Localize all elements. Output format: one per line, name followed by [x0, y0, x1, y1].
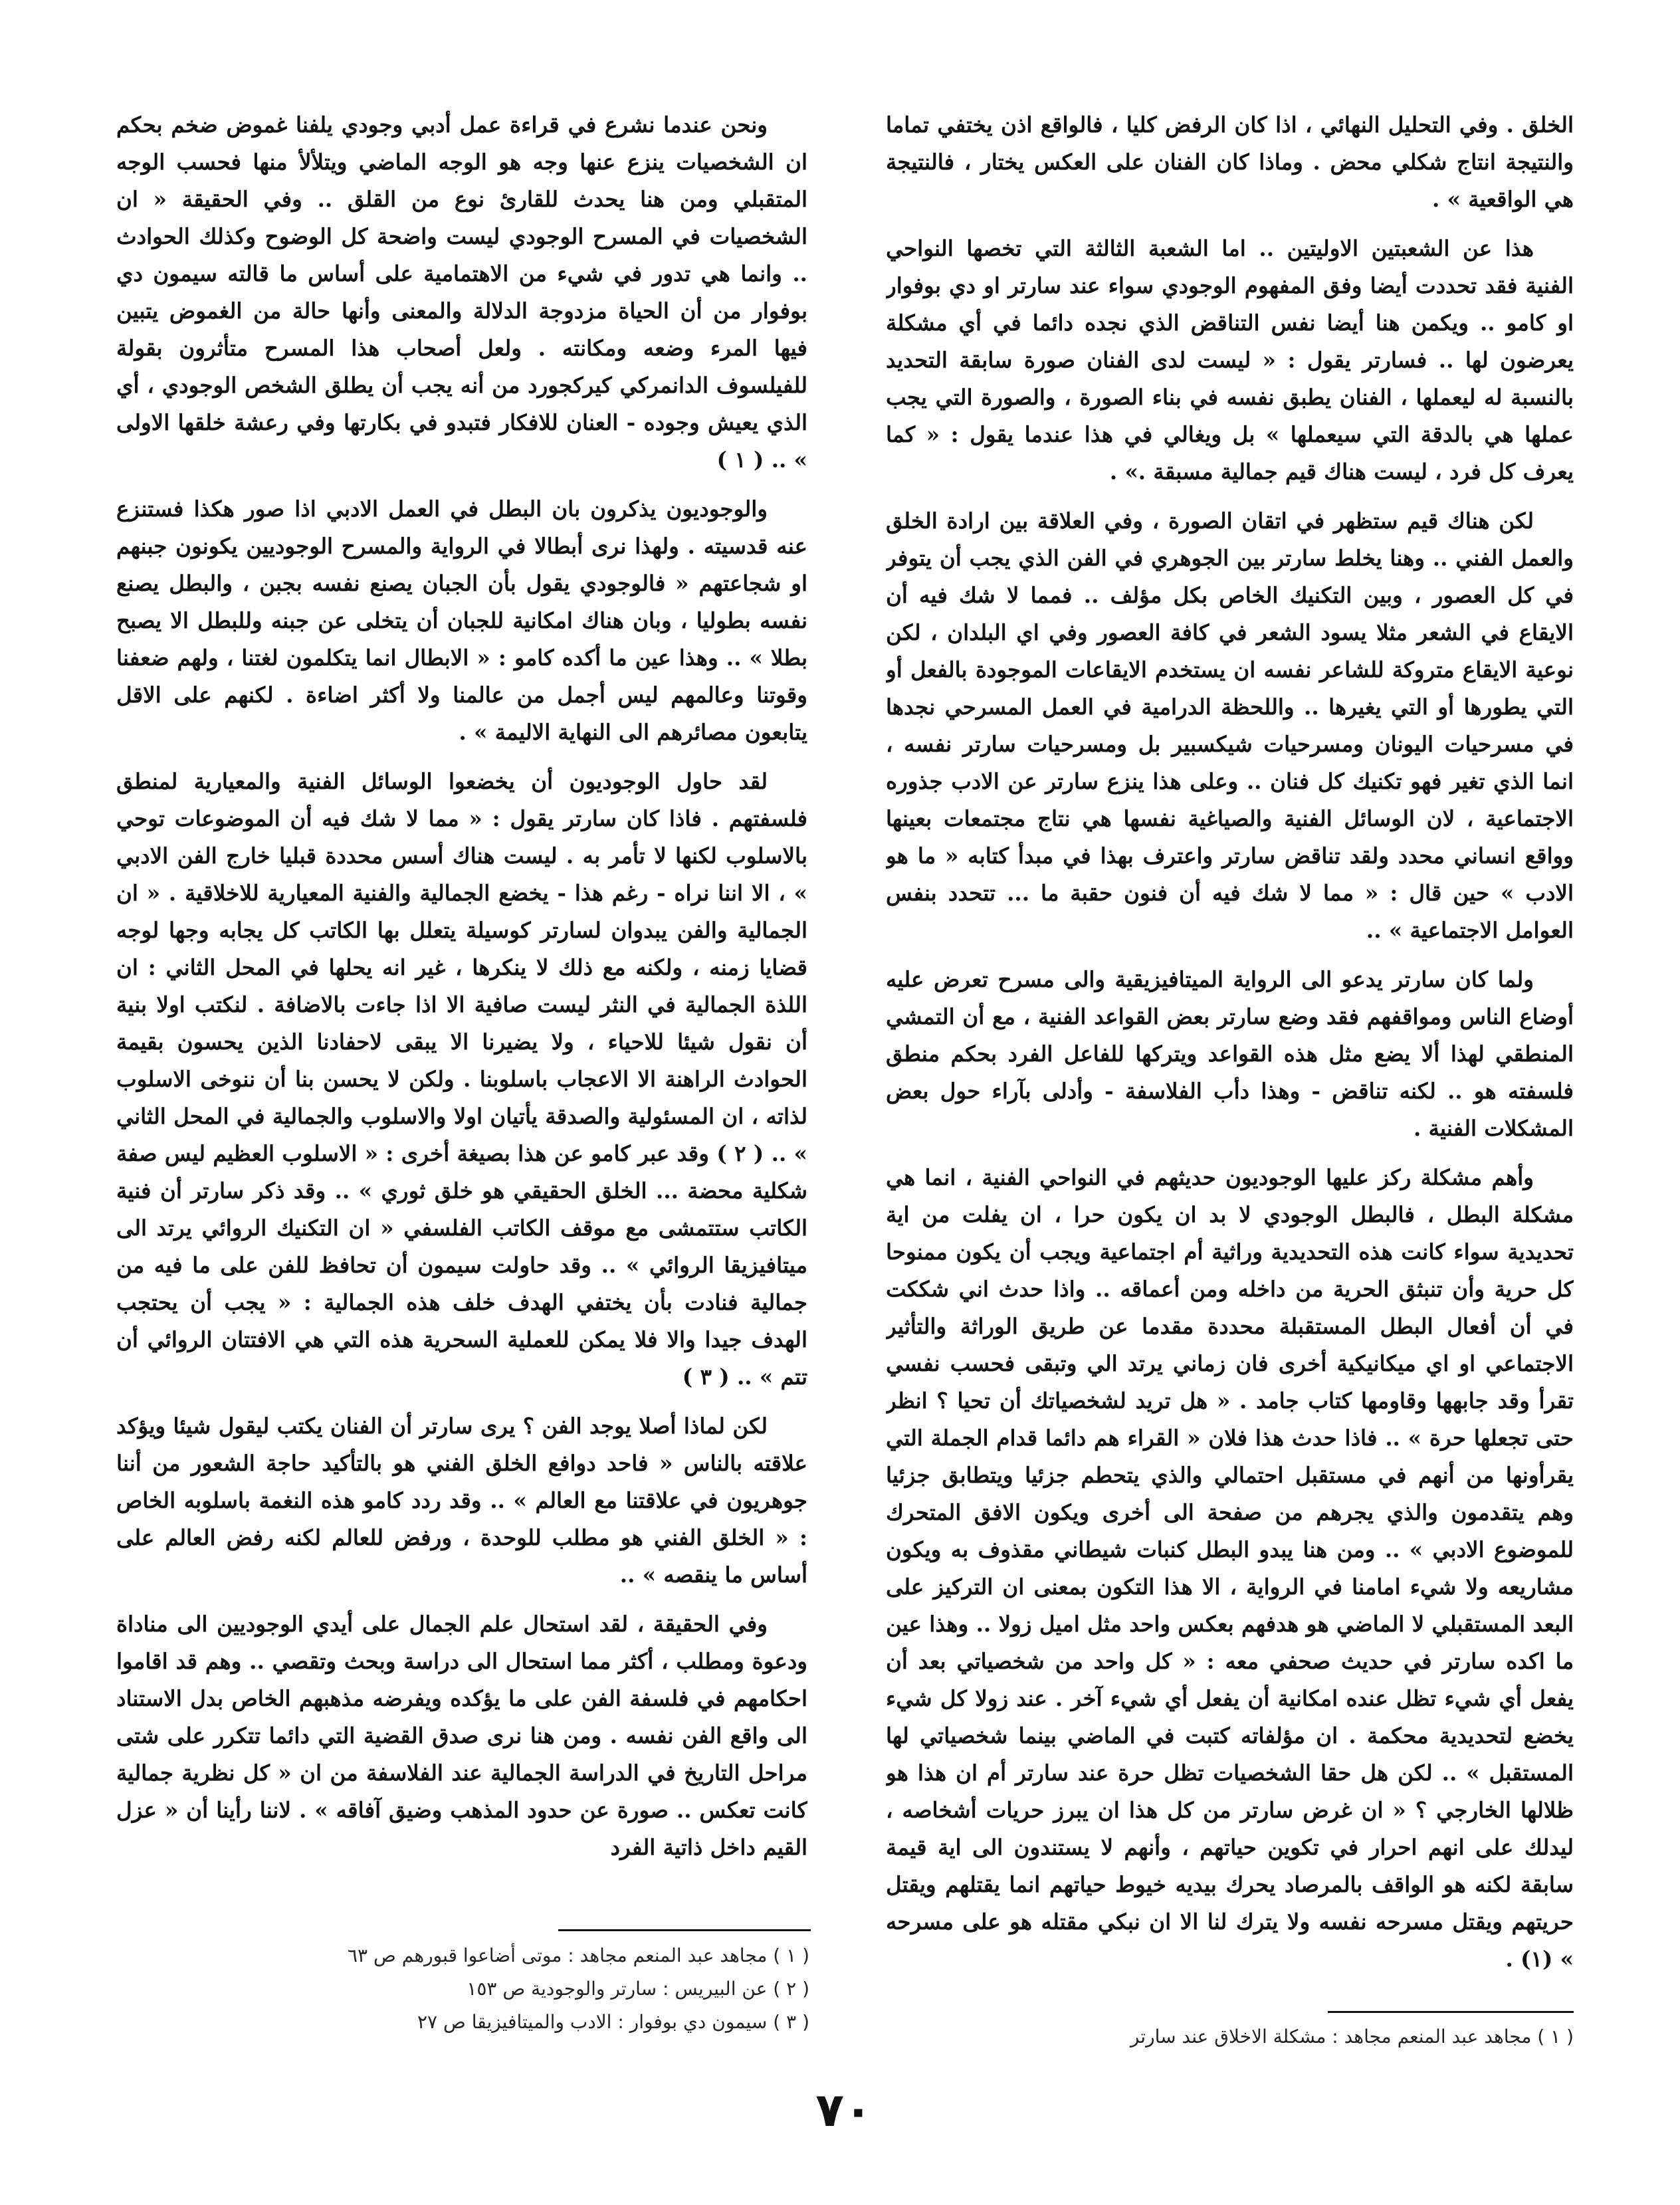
paragraph: والوجوديون يذكرون بان البطل في العمل الادبي اذا صور هكذا فستنزع عنه قدسيته . ولهذا نرى أبطالا في الرواية والمسرح الوجوديين يكونون جبنهم او شجاعتهم « فالوجودي يقول بأن الجبان يصنع نفسه بجبن ، والبطل يصنع نفسه بطوليا ، وبان هناك امكانية للجبان أن يتخلى عن جبنه وللبطل الا يصبح بطلا » .. وهذا عين ما أكده كامو : « الابطال انما يتكلمون لغتنا ، ولهم ضعفنا وقوتنا وعالمهم ليس أجمل من عالمنا ولا أكثر اضاءة . لكنهم على الاقل يتابعون مصائرهم الى النهاية الاليمة » .	[116, 496, 807, 745]
footnote: ( ١ ) مجاهد عبد المنعم مجاهد : موتى أضاعوا قبورهم ص ٦٣	[348, 1944, 809, 1966]
paragraph: لقد حاول الوجوديون أن يخضعوا الوسائل الفنية والمعيارية لمنطق فلسفتهم . فاذا كان سارتر يقول : « مما لا شك فيه أن الموضوعات توحي بالاسلوب لكنها لا تأمر به . ليست هناك أسس محددة قبليا خارج الفن الادبي » ، الا اننا نراه - رغم هذا - يخضع الجمالية والفنية المعيارية للاخلاقية . « ان الجمالية والفن يبدوان لسارتر كوسيلة يتعلل بها الكاتب كل يجابه وجها لوجه قضايا زمنه ، ولكنه مع ذلك لا ينكرها ، غير انه يحلها في المحل الثاني : ان اللذة الجمالية في النثر ليست صافية الا اذا جاءت بالاضافة . لنكتب اولا بنية أن نقول شيئا للاحياء ، ولا يضيرنا الا يبقى لاحفادنا الذين يحسون بقيمة الحوادث الراهنة الا الاعجاب باسلوبنا . ولكن لا يحسن بنا أن ننوخى الاسلوب لذاته ، ان المسئولية والصدقة يأتيان اولا والاسلوب والجمالية في المحل الثاني » .. ( ٢ ) وقد عبر كامو عن هذا بصيغة أخرى : « الاسلوب العظيم ليس صفة شكلية محضة ... الخلق الحقيقي هو خلق ثوري » .. وقد ذكر سارتر أن فنية الكاتب ستتمشى مع موقف الكاتب الفلسفي « ان التكنيك الروائي يرتد الى ميتافيزيقا الروائي » .. وقد حاولت سيمون أن تحافظ للفن على ما فيه من جمالية فنادت بأن يختفي الهدف خلف هذه الجمالية : « يجب أن يحتجب الهدف جيدا والا فلا يمكن للعملية السحرية هذه التي هي الافتتان الروائي أن تتم » .. ( ٣ )	[116, 768, 807, 1390]
footnote: ( ٣ ) سيمون دي بوفوار : الادب والميتافيزيقا ص ٢٧	[417, 2011, 809, 2033]
paragraph: لكن هناك قيم ستظهر في اتقان الصورة ، وفي العلاقة بين ارادة الخلق والعمل الفني .. وهنا يخلط سارتر بين الجوهري في الفن الذي يجب أن يتوفر في كل العصور ، وبين التكنيك الخاص بكل مؤلف .. فمما لا شك فيه أن الايقاع في الشعر مثلا يسود الشعر في كافة العصور وفي اي البلدان ، لكن نوعية الايقاع متروكة للشاعر نفسه ان يستخدم الايقاعات الموجودة بالفعل أو التي يطورها أو التي يغيرها .. واللحظة الدرامية في العمل المسرحي نجدها في مسرحيات اليونان ومسرحيات شيكسبير بل ومسرحيات سارتر نفسه ، انما الذي تغير فهو تكنيك كل فنان .. وعلى هذا ينزع سارتر عن الادب جذوره الاجتماعية ، لان الوسائل الفنية والصياغية نفسها هي نتاج مجتمعات بعينها وواقع انساني محدد ولقد تناقض سارتر واعترف بهذا في مبدأ كتابه « ما هو الادب » حين قال : « مما لا شك فيه أن فنون حقبة ما ... تتحدد بنفس العوامل الاجتماعية » ..	[886, 508, 1574, 943]
paragraph: هذا عن الشعبتين الاوليتين .. اما الشعبة الثالثة التي تخصها النواحي الفنية فقد تحددت أيضا وفق المفهوم الوجودي سواء عند سارتر او دي بوفوار او كامو .. ويكمن هنا أيضا نفس التناقض الذي نجده دائما في أي مشكلة يعرضون لها .. فسارتر يقول : « ليست لدى الفنان صورة سابقة التحديد بالنسبة له ليعملها ، الفنان يطبق نفسه في بناء الصورة ، والصورة التي يجب عملها هي بالدقة التي سيعملها » بل ويغالي في هذا عندما يقول : « كما يعرف كل فرد ، ليست هناك قيم جمالية مسبقة .» .	[886, 235, 1574, 484]
footnotes-right	[886, 2020, 1574, 2053]
paragraph: ونحن عندما نشرع في قراءة عمل أدبي وجودي يلفنا غموض ضخم بحكم ان الشخصيات ينزع عنها وجه هو الوجه الماضي ويتلألأ منها فحسب الوجه المتقبلي ومن هنا يحدث للقارئ نوع من القلق .. وفي الحقيقة « ان الشخصيات في المسرح الوجودي ليست واضحة كل الوضوح وكذلك الحوادث .. وانما هي تدور في شيء من الاهتمامية على أساس ما قالته سيمون دي بوفوار من أن الحياة مزدوجة الدلالة والمعنى وأنها حالة من الغموض يتبين فيها المرء وضعه ومكانته . ولعل أصحاب هذا المسرح متأثرون بقولة للفيلسوف الدانمركي كيركجورد من أنه يجب أن يطلق الشخص الوجودي ، أي الذي يعيش وجوده - العنان للافكار فتبدو في بكارتها وفي رعشة خلقها الاولى » .. ( ١ )	[116, 112, 807, 472]
right-column	[886, 106, 1574, 2000]
page-number: ٧٠	[815, 2083, 873, 2137]
footnotes-left	[145, 1939, 809, 2039]
footnote-divider	[558, 1929, 811, 1931]
left-column	[116, 106, 807, 2000]
paragraph: الخلق . وفي التحليل النهائي ، اذا كان الرفض كليا ، فالواقع اذن يختفي تماما والنتيجة انتاج شكلي محض . وماذا كان الفنان على العكس يختار ، فالنتيجة هي الواقعية » .	[886, 112, 1574, 212]
footnote: ( ١ ) مجاهد عبد المنعم مجاهد : مشكلة الاخلاق عند سارتر	[1130, 2026, 1574, 2048]
paragraph: لكن لماذا أصلا يوجد الفن ؟ يرى سارتر أن الفنان يكتب ليقول شيئا ويؤكد علاقته بالناس « فاحد دوافع الخلق الفني هو بالتأكيد حاجة الشعور من أننا جوهريون في علاقتنا مع العالم » .. وقد ردد كامو هذه النغمة باسلوبه الخاص : « الخلق الفني هو مطلب للوحدة ، ورفض للعالم لكنه رفض العالم على أساس ما ينقصه » ..	[116, 1413, 807, 1588]
paragraph: وفي الحقيقة ، لقد استحال علم الجمال على أيدي الوجوديين الى مناداة ودعوة ومطلب ، أكثر مما استحال الى دراسة وبحث وتقصي .. وهم قد اقاموا احكامهم في فلسفة الفن على ما يؤكده ويفرضه مذهبهم الخاص بدل الاستناد الى واقع الفن نفسه . ومن هنا نرى صدق القضية التي دائما تتكرر على شتى مراحل التاريخ في الدراسة الجمالية عند الفلاسفة من ان « كل نظرية جمالية كانت تعكس .. صورة عن حدود المذهب وضيق آفاقه » . لاننا رأينا أن « عزل القيم داخل ذاتية الفرد	[116, 1611, 807, 1860]
footnote-divider	[1328, 2011, 1574, 2013]
footnote: ( ٢ ) عن البيريس : سارتر والوجودية ص ١٥٣	[467, 1978, 809, 2000]
paragraph: وأهم مشكلة ركز عليها الوجوديون حديثهم في النواحي الفنية ، انما هي مشكلة البطل ، فالبطل الوجودي لا بد ان يكون حرا ، ان يفلت من اية تحديدية سواء كانت هذه التحديدية وراثية أم اجتماعية ويجب أن يكون ممنوحا كل حرية وأن تنبثق الحرية من داخله ومن أعماقه .. واذا حدث اني شككت في أن أفعال البطل المستقبلة محددة مقدما عن طريق الوراثة والتأثير الاجتماعي او اي ميكانيكية أخرى فان زماني يرتد الي وتبقى فحسب نفسي تقرأ وقد جابهها وقاومها كتاب جامد . « هل تريد لشخصياتك أن تحيا ؟ انظر حتى تجعلها حرة » .. فاذا حدث هذا فلان « القراء هم دائما قدام الجملة التي يقرأونها من أنهم في مستقبل احتمالي والذي يتحطم جزئيا ويتطابق جزئيا وهم يتقدمون والذي يجرهم من صفحة الى أخرى ويكون الافق المتحرك للموضوع الادبي » .. ومن هنا يبدو البطل كنبات شيطاني مقذوف به ويكون مشاريعه ولا شيء امامنا في الرواية ، الا هذا التكون بمعنى ان التركيز على البعد المستقبلي لا الماضي هو هدفهم بعكس واحد مثل اميل زولا .. وهذا عين ما اكده سارتر في حديث صحفي معه : « كل واحد من شخصياتي بعد أن يفعل أي شيء تظل عنده امكانية أن يفعل أي شيء آخر . عند زولا كل شيء يخضع لتحديدية محكمة . ان مؤلفاته كتبت في الماضي بينما شخصياتي لها المستقبل » .. لكن هل حقا الشخصيات تظل حرة عند سارتر أم ان هذا هو ظلالها الخارجي ؟ « ان غرض سارتر من كل هذا ان يبرز حريات أشخاصه ، ليدلك على انهم احرار في تكوين حياتهم ، وأنهم لا يستندون الى اية قيمة سابقة لكنه هو الواقف بالمرصاد يحرك بيديه خيوط حياتهم انما يقتلهم ويقتل حريتهم ويقتل مسرحه نفسه ولا يترك لنا الا ان نبكي مقتله هو على مسرحه » (١) .	[886, 1164, 1574, 1972]
paragraph: ولما كان سارتر يدعو الى الرواية الميتافيزيقية والى مسرح تعرض عليه أوضاع الناس ومواقفهم فقد وضع سارتر بعض القواعد الفنية ، مع أن التمشي المنطقي لهذا ألا يضع مثل هذه القواعد ويتركها للفاعل الفرد بحكم منطق فلسفته هو .. لكنه تناقض - وهذا دأب الفلاسفة - وأدلى بآراء حول بعض المشكلات الفنية .	[886, 966, 1574, 1141]
